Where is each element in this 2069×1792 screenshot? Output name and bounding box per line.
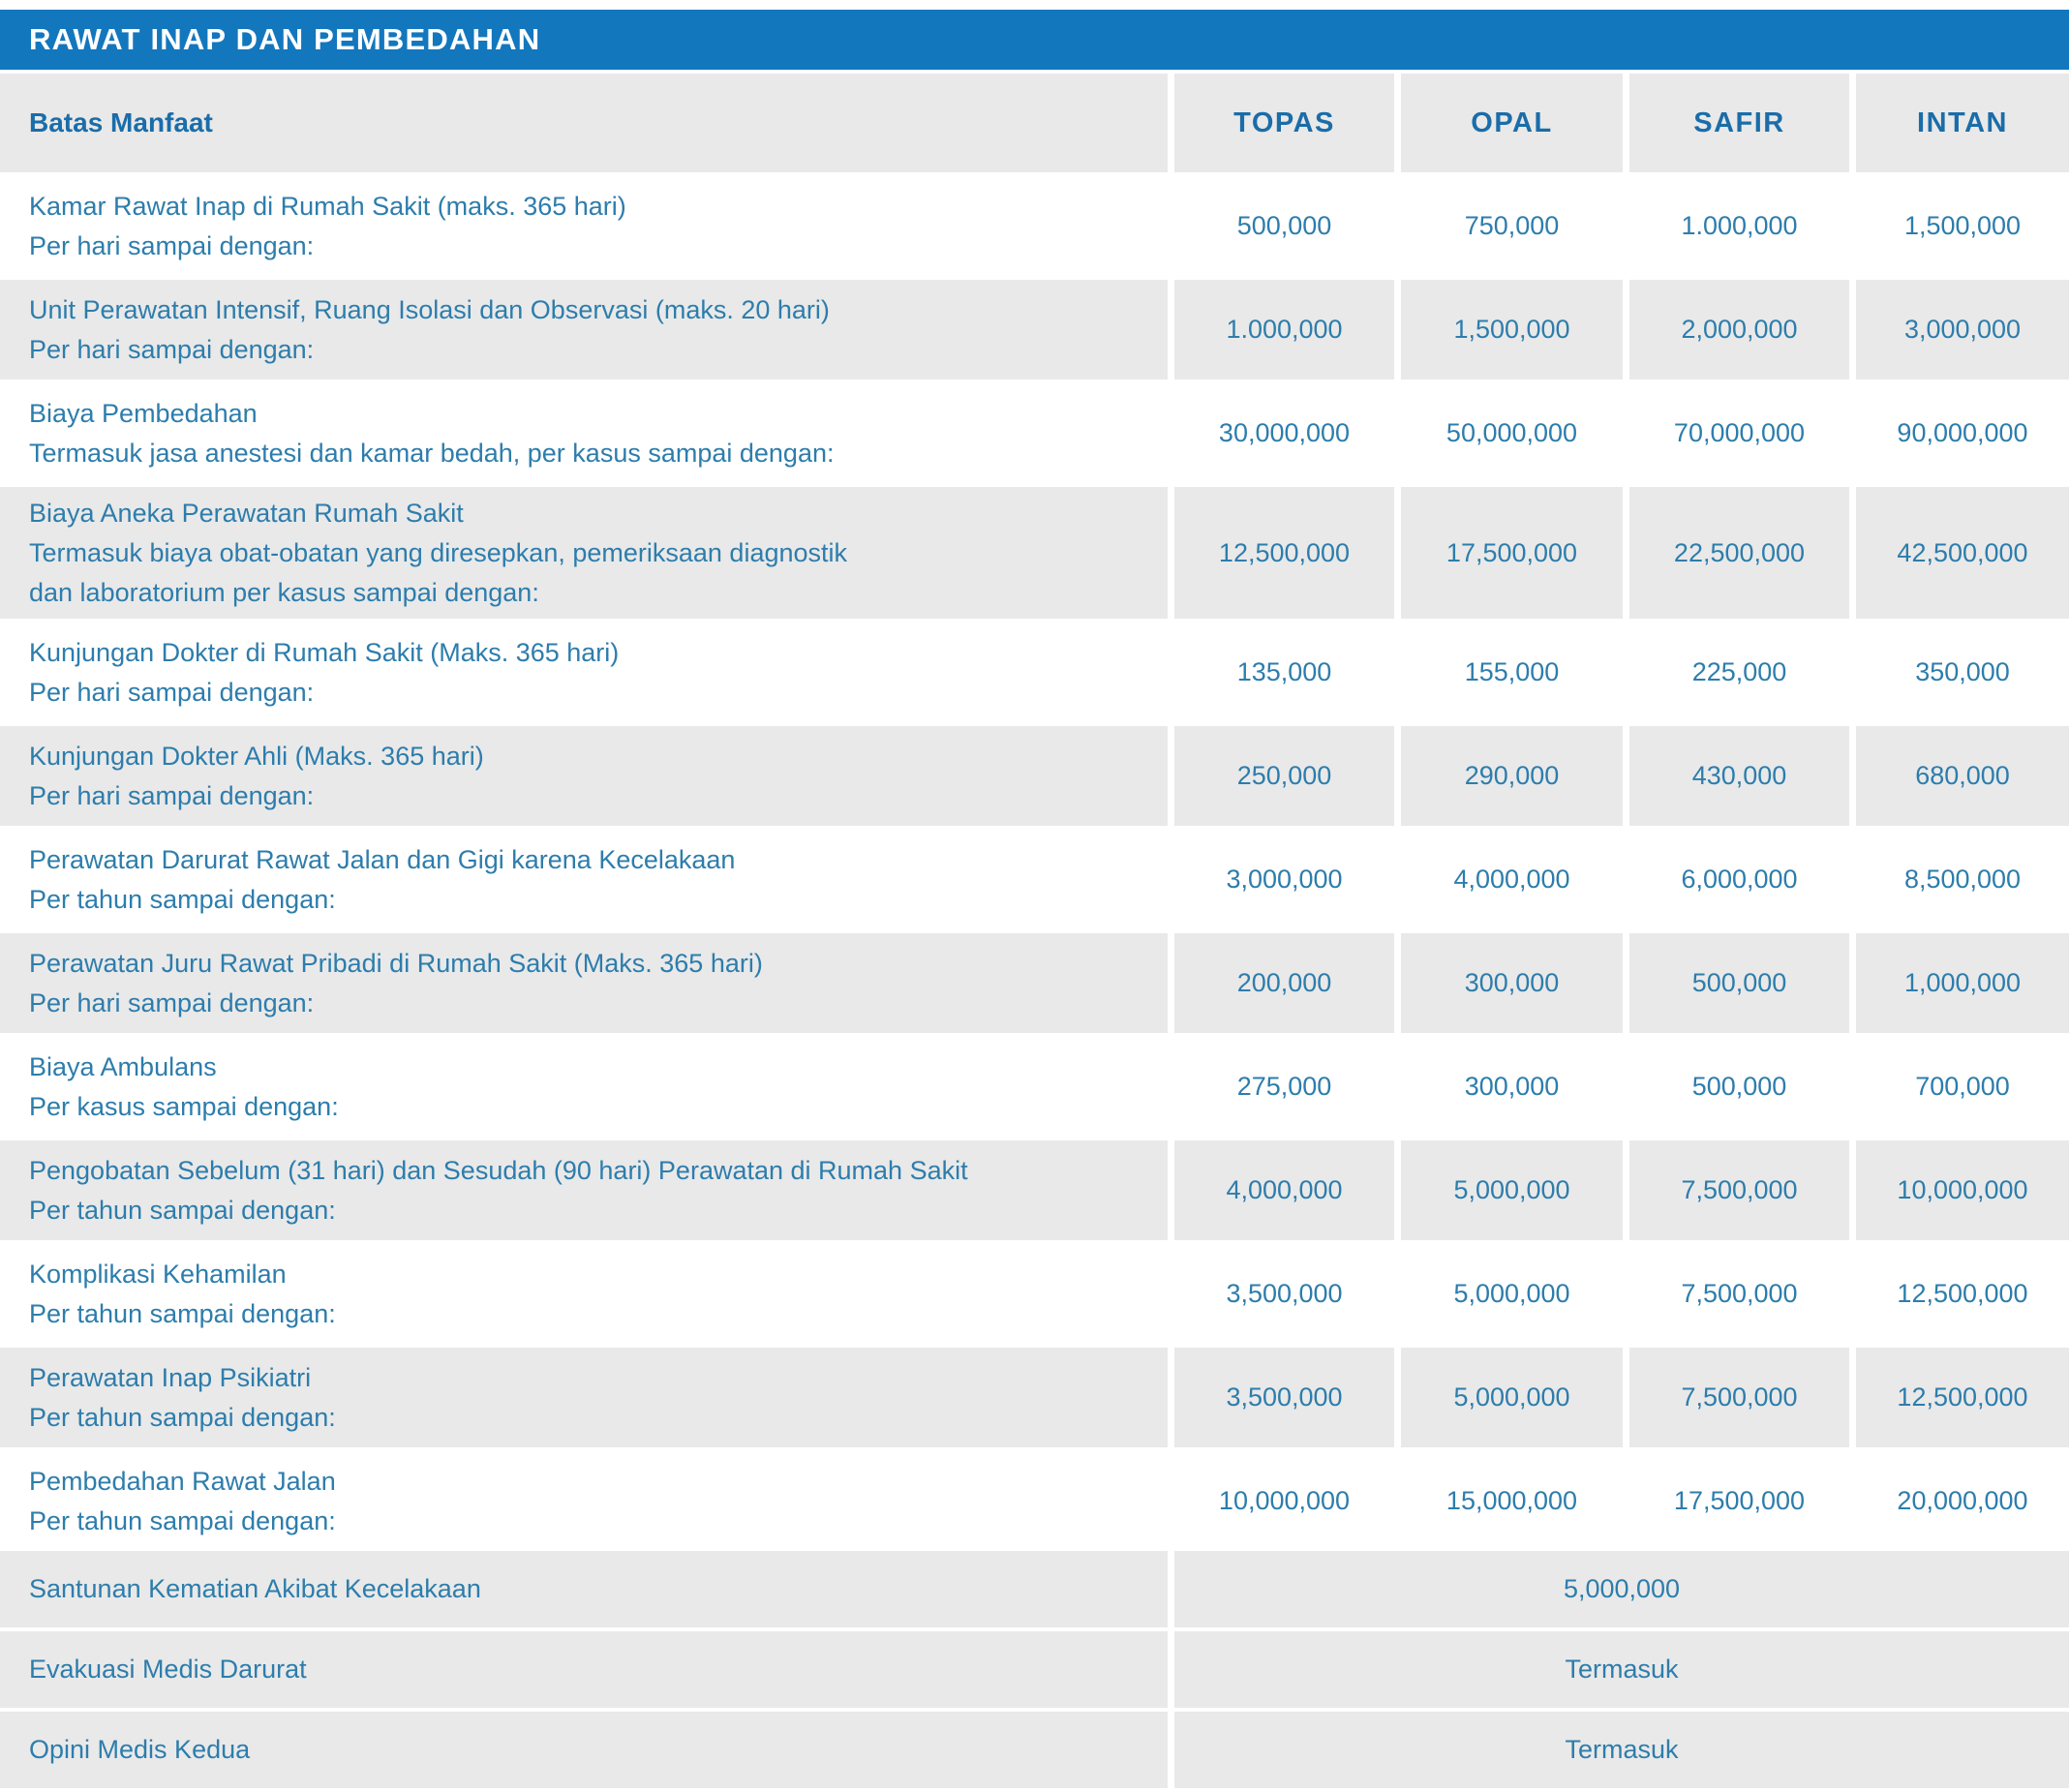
benefit-value: 6,000,000 bbox=[1681, 865, 1798, 894]
benefit-value-cell bbox=[1401, 726, 1623, 826]
table-row bbox=[0, 487, 2069, 619]
benefit-value-cell bbox=[1856, 1451, 2069, 1551]
benefit-value-cell bbox=[1174, 1140, 1394, 1240]
benefit-value: 70,000,000 bbox=[1673, 418, 1806, 447]
table-header-row bbox=[0, 74, 2069, 172]
benefit-value-cell bbox=[1629, 830, 1849, 929]
benefit-value-cell bbox=[1174, 726, 1394, 826]
benefit-value-cell bbox=[1401, 933, 1623, 1033]
benefit-header-cell bbox=[0, 74, 1168, 172]
table-row bbox=[0, 1348, 2069, 1447]
summary-row bbox=[0, 1551, 2069, 1627]
benefit-value-cell bbox=[1401, 487, 1623, 619]
benefit-value-cell bbox=[1856, 176, 2069, 276]
benefit-value-cell bbox=[1174, 830, 1394, 929]
benefit-value-cell bbox=[1856, 726, 2069, 826]
plan-header-cell-opal bbox=[1401, 74, 1623, 172]
benefit-value-cell bbox=[1629, 623, 1849, 722]
table-row bbox=[0, 1244, 2069, 1344]
plan-header-label: TOPAS bbox=[1233, 106, 1335, 138]
benefit-value-cell bbox=[1629, 1348, 1849, 1447]
benefit-value: 2,000,000 bbox=[1681, 315, 1798, 344]
benefit-label-line: Per kasus sampai dengan: bbox=[29, 1091, 339, 1121]
benefit-value: 275,000 bbox=[1236, 1072, 1332, 1101]
table-row bbox=[0, 383, 2069, 483]
plan-header-label: INTAN bbox=[1917, 106, 2008, 138]
benefit-value-cell bbox=[1856, 933, 2069, 1033]
benefit-value: 10,000,000 bbox=[1897, 1175, 2028, 1204]
benefit-value: 12,500,000 bbox=[1897, 1279, 2028, 1308]
benefit-value-cell bbox=[1401, 383, 1623, 483]
benefit-label-line: Per tahun sampai dengan: bbox=[29, 1298, 336, 1328]
benefit-value: 3,000,000 bbox=[1226, 865, 1343, 894]
benefit-value: 12,500,000 bbox=[1897, 1382, 2028, 1412]
benefit-value: 3,000,000 bbox=[1903, 315, 2022, 344]
benefit-label-cell bbox=[0, 1037, 1168, 1137]
plan-header-label: OPAL bbox=[1471, 106, 1553, 138]
benefit-label-line: dan laboratorium per kasus sampai dengan: bbox=[29, 577, 539, 607]
benefit-value: 5,000,000 bbox=[1453, 1382, 1570, 1412]
summary-value-cell bbox=[1174, 1631, 2069, 1708]
benefit-value: 1.000,000 bbox=[1681, 211, 1798, 240]
summary-label-cell bbox=[0, 1551, 1168, 1627]
benefit-value-cell bbox=[1856, 487, 2069, 619]
benefit-value: 7,500,000 bbox=[1681, 1175, 1798, 1204]
benefit-value-cell bbox=[1401, 623, 1623, 722]
benefit-value: 17,500,000 bbox=[1445, 537, 1578, 567]
benefit-label-line: Per hari sampai dengan: bbox=[29, 230, 315, 260]
benefit-value: 350,000 bbox=[1915, 657, 2010, 686]
benefit-label-cell bbox=[0, 830, 1168, 929]
benefit-value-cell bbox=[1629, 280, 1849, 380]
benefit-label-cell bbox=[0, 1451, 1168, 1551]
benefit-value-cell bbox=[1174, 1244, 1394, 1344]
section-title-bar bbox=[0, 10, 2069, 70]
benefit-header-label: Batas Manfaat bbox=[29, 107, 213, 137]
table-summary bbox=[0, 1551, 2069, 1788]
benefit-label-line: Pengobatan Sebelum (31 hari) dan Sesudah (90 hari) Perawatan di Rumah Sakit bbox=[29, 1155, 968, 1185]
section-title: RAWAT INAP DAN PEMBEDAHAN bbox=[29, 22, 541, 56]
benefit-value: 300,000 bbox=[1464, 968, 1560, 997]
summary-label-cell bbox=[0, 1631, 1168, 1708]
benefit-value-cell bbox=[1856, 830, 2069, 929]
benefit-value-cell bbox=[1856, 1037, 2069, 1137]
benefit-value-cell bbox=[1629, 726, 1849, 826]
benefit-label-line: Perawatan Darurat Rawat Jalan dan Gigi karena Kecelakaan bbox=[29, 844, 736, 874]
benefit-value-cell bbox=[1856, 1348, 2069, 1447]
benefit-label-line: Komplikasi Kehamilan bbox=[29, 1259, 287, 1289]
benefit-value-cell bbox=[1174, 487, 1394, 619]
benefit-value-cell bbox=[1401, 1037, 1623, 1137]
benefit-value-cell bbox=[1401, 1451, 1623, 1551]
benefit-value-cell bbox=[1174, 1348, 1394, 1447]
benefit-value: 15,000,000 bbox=[1445, 1486, 1578, 1515]
summary-value-cell bbox=[1174, 1712, 2069, 1788]
benefit-value-cell bbox=[1401, 1348, 1623, 1447]
benefit-label-line: Per hari sampai dengan: bbox=[29, 334, 315, 364]
benefit-value-cell bbox=[1174, 623, 1394, 722]
benefit-label-cell bbox=[0, 1140, 1168, 1240]
benefit-value: 17,500,000 bbox=[1673, 1486, 1806, 1515]
benefit-value: 12,500,000 bbox=[1218, 537, 1351, 567]
benefit-label-line: Kamar Rawat Inap di Rumah Sakit (maks. 365 hari) bbox=[29, 191, 626, 221]
benefit-value-cell bbox=[1174, 1037, 1394, 1137]
benefit-value-cell bbox=[1629, 1244, 1849, 1344]
benefit-value-cell bbox=[1401, 1140, 1623, 1240]
benefit-value: 8,500,000 bbox=[1903, 865, 2022, 894]
benefit-label-line: Perawatan Inap Psikiatri bbox=[29, 1362, 312, 1392]
summary-label: Santunan Kematian Akibat Kecelakaan bbox=[29, 1574, 481, 1603]
benefit-value-cell bbox=[1856, 383, 2069, 483]
summary-label-cell bbox=[0, 1712, 1168, 1788]
benefit-label-cell bbox=[0, 1348, 1168, 1447]
plan-header-label: SAFIR bbox=[1693, 106, 1785, 138]
benefit-value: 290,000 bbox=[1464, 761, 1560, 790]
benefit-value: 500,000 bbox=[1236, 211, 1332, 240]
benefit-value: 7,500,000 bbox=[1681, 1382, 1798, 1412]
table-body bbox=[0, 176, 2069, 1551]
benefit-label-cell bbox=[0, 1244, 1168, 1344]
benefit-value-cell bbox=[1174, 383, 1394, 483]
benefit-value-cell bbox=[1629, 383, 1849, 483]
benefit-value-cell bbox=[1856, 280, 2069, 380]
benefit-value-cell bbox=[1629, 487, 1849, 619]
benefit-value: 1,500,000 bbox=[1453, 315, 1570, 344]
benefit-value-cell bbox=[1401, 830, 1623, 929]
benefit-value: 300,000 bbox=[1464, 1072, 1560, 1101]
benefit-label-cell bbox=[0, 933, 1168, 1033]
benefit-value: 200,000 bbox=[1236, 968, 1332, 997]
benefit-label-cell bbox=[0, 623, 1168, 722]
plan-header-cell-topas bbox=[1174, 74, 1394, 172]
benefit-value-cell bbox=[1629, 1451, 1849, 1551]
benefit-label-line: Termasuk biaya obat-obatan yang diresepkan, pemeriksaan diagnostik bbox=[29, 537, 848, 567]
summary-row bbox=[0, 1631, 2069, 1708]
benefit-value: 1.000,000 bbox=[1226, 315, 1343, 344]
table-row bbox=[0, 726, 2069, 826]
benefit-value-cell bbox=[1401, 176, 1623, 276]
benefit-value-cell bbox=[1174, 1451, 1394, 1551]
benefit-label-cell bbox=[0, 280, 1168, 380]
benefit-value: 225,000 bbox=[1691, 657, 1787, 686]
benefit-value-cell bbox=[1629, 176, 1849, 276]
benefit-label-line: Per hari sampai dengan: bbox=[29, 677, 315, 707]
table-row bbox=[0, 280, 2069, 380]
table-row bbox=[0, 176, 2069, 276]
benefit-value-cell bbox=[1174, 933, 1394, 1033]
benefit-value: 5,000,000 bbox=[1453, 1279, 1570, 1308]
benefit-value-cell bbox=[1856, 1244, 2069, 1344]
benefit-label-cell bbox=[0, 726, 1168, 826]
summary-value-cell bbox=[1174, 1551, 2069, 1627]
summary-row bbox=[0, 1712, 2069, 1788]
benefit-value: 500,000 bbox=[1691, 968, 1787, 997]
benefit-value: 680,000 bbox=[1915, 761, 2010, 790]
benefit-label-line: Per tahun sampai dengan: bbox=[29, 1195, 336, 1225]
benefit-value: 1,500,000 bbox=[1903, 211, 2022, 240]
benefit-value: 50,000,000 bbox=[1445, 418, 1578, 447]
benefit-label-line: Termasuk jasa anestesi dan kamar bedah, per kasus sampai dengan: bbox=[29, 438, 835, 468]
table-row bbox=[0, 1140, 2069, 1240]
benefit-label-line: Unit Perawatan Intensif, Ruang Isolasi dan Observasi (maks. 20 hari) bbox=[29, 294, 830, 324]
benefit-value-cell bbox=[1856, 1140, 2069, 1240]
summary-label: Evakuasi Medis Darurat bbox=[29, 1655, 307, 1684]
benefit-value: 3,500,000 bbox=[1226, 1279, 1343, 1308]
benefit-value: 700,000 bbox=[1915, 1072, 2010, 1101]
table-row bbox=[0, 933, 2069, 1033]
benefit-value: 3,500,000 bbox=[1226, 1382, 1343, 1412]
plan-header-cell-safir bbox=[1629, 74, 1849, 172]
benefit-label-line: Per tahun sampai dengan: bbox=[29, 884, 336, 914]
benefit-value: 135,000 bbox=[1236, 657, 1332, 686]
benefit-value-cell bbox=[1629, 933, 1849, 1033]
benefit-label-line: Kunjungan Dokter di Rumah Sakit (Maks. 365 hari) bbox=[29, 637, 620, 667]
benefit-value-cell bbox=[1401, 280, 1623, 380]
benefit-value-cell bbox=[1629, 1037, 1849, 1137]
benefit-value: 20,000,000 bbox=[1897, 1486, 2028, 1515]
table-row bbox=[0, 1451, 2069, 1551]
benefit-value: 7,500,000 bbox=[1681, 1279, 1798, 1308]
summary-value: Termasuk bbox=[1565, 1655, 1679, 1684]
benefit-value: 4,000,000 bbox=[1226, 1175, 1343, 1204]
benefit-value: 22,500,000 bbox=[1673, 537, 1806, 567]
benefit-value: 500,000 bbox=[1691, 1072, 1787, 1101]
benefit-value-cell bbox=[1401, 1244, 1623, 1344]
plan-header-cell-intan bbox=[1856, 74, 2069, 172]
benefit-label-line: Biaya Pembedahan bbox=[29, 398, 258, 428]
summary-value: Termasuk bbox=[1565, 1735, 1679, 1764]
benefit-label-line: Per tahun sampai dengan: bbox=[29, 1505, 336, 1535]
benefit-value: 1,000,000 bbox=[1903, 968, 2022, 997]
benefit-value-cell bbox=[1629, 1140, 1849, 1240]
benefit-label-cell bbox=[0, 176, 1168, 276]
benefit-label-cell bbox=[0, 383, 1168, 483]
summary-label: Opini Medis Kedua bbox=[29, 1735, 251, 1764]
benefit-label-line: Per tahun sampai dengan: bbox=[29, 1402, 336, 1432]
benefit-value: 30,000,000 bbox=[1218, 418, 1351, 447]
benefit-label-cell bbox=[0, 487, 1168, 619]
benefit-label-line: Biaya Ambulans bbox=[29, 1051, 217, 1081]
summary-value: 5,000,000 bbox=[1563, 1574, 1681, 1603]
benefit-value-cell bbox=[1174, 280, 1394, 380]
benefit-value: 90,000,000 bbox=[1897, 418, 2028, 447]
benefit-label-line: Kunjungan Dokter Ahli (Maks. 365 hari) bbox=[29, 741, 484, 771]
table-row bbox=[0, 830, 2069, 929]
benefit-label-line: Per hari sampai dengan: bbox=[29, 987, 315, 1017]
benefit-value: 42,500,000 bbox=[1897, 537, 2028, 567]
benefit-value: 250,000 bbox=[1236, 761, 1332, 790]
benefit-value-cell bbox=[1856, 623, 2069, 722]
table-row bbox=[0, 1037, 2069, 1137]
benefit-label-line: Biaya Aneka Perawatan Rumah Sakit bbox=[29, 498, 464, 528]
benefit-value: 155,000 bbox=[1464, 657, 1560, 686]
benefit-value: 750,000 bbox=[1464, 211, 1560, 240]
benefit-value: 10,000,000 bbox=[1218, 1486, 1351, 1515]
benefit-value-cell bbox=[1174, 176, 1394, 276]
benefit-value: 430,000 bbox=[1691, 761, 1787, 790]
benefit-value: 4,000,000 bbox=[1453, 865, 1570, 894]
benefit-label-line: Perawatan Juru Rawat Pribadi di Rumah Sakit (Maks. 365 hari) bbox=[29, 948, 763, 978]
benefit-label-line: Pembedahan Rawat Jalan bbox=[29, 1466, 336, 1496]
benefit-value: 5,000,000 bbox=[1453, 1175, 1570, 1204]
benefit-label-line: Per hari sampai dengan: bbox=[29, 780, 315, 810]
table-row bbox=[0, 623, 2069, 722]
